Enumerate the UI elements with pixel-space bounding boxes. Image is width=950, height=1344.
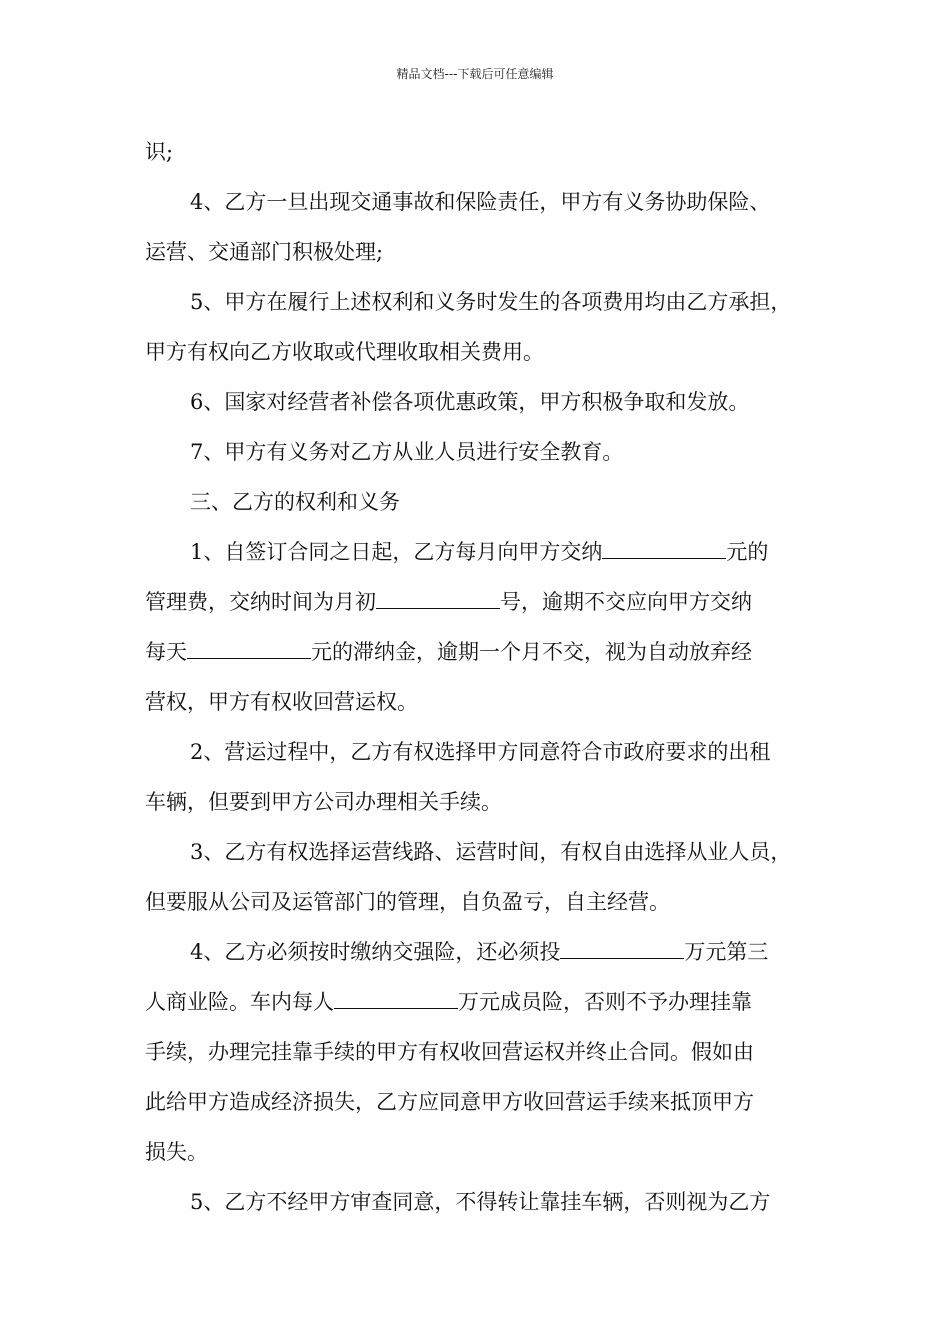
text-segment: 万元成员险，否则不予办理挂靠 <box>458 990 752 1014</box>
fill-in-blank <box>376 586 500 609</box>
text-line: 手续，办理完挂靠手续的甲方有权收回营运权并终止合同。假如由 <box>145 1040 754 1064</box>
page-header: 精品文档---下载后可任意编辑 <box>396 67 554 81</box>
document-body <box>145 127 817 1227</box>
text-line: 损失。 <box>145 1140 208 1164</box>
fill-in-blank <box>602 536 726 559</box>
text-segment: 每天 <box>145 640 187 664</box>
text-line: 此给甲方造成经济损失，乙方应同意甲方收回营运手续来抵顶甲方 <box>145 1090 754 1114</box>
text-line: 车辆，但要到甲方公司办理相关手续。 <box>145 790 502 814</box>
text-segment: 4、乙方必须按时缴纳交强险，还必须投 <box>190 940 561 964</box>
text-line: 6、国家对经营者补偿各项优惠政策，甲方积极争取和发放。 <box>190 390 750 414</box>
text-line <box>145 927 817 977</box>
text-line: 4、乙方一旦出现交通事故和保险责任，甲方有义务协助保险、 <box>190 190 771 214</box>
text-segment: 元的 <box>726 540 769 564</box>
text-line: 运营、交通部门积极处理; <box>145 240 384 264</box>
text-segment: 元的滞纳金，逾期一个月不交，视为自动放弃经 <box>311 640 752 664</box>
text-line <box>145 577 817 627</box>
fill-in-blank <box>187 636 311 659</box>
text-line: 2、营运过程中，乙方有权选择甲方同意符合市政府要求的出租 <box>190 740 771 764</box>
section-heading: 三、乙方的权利和义务 <box>190 490 400 514</box>
text-line: 3、乙方有权选择运营线路、运营时间，有权自由选择从业人员， <box>190 840 792 864</box>
text-segment: 管理费，交纳时间为月初 <box>145 590 376 614</box>
text-segment: 万元第三 <box>684 940 769 964</box>
text-line <box>145 977 817 1027</box>
fill-in-blank <box>334 986 458 1009</box>
text-line: 7、甲方有义务对乙方从业人员进行安全教育。 <box>190 440 624 464</box>
text-segment: 1、自签订合同之日起，乙方每月向甲方交纳 <box>190 540 603 564</box>
text-line: 营权，甲方有权收回营运权。 <box>145 690 418 714</box>
text-line: 5、甲方在履行上述权利和义务时发生的各项费用均由乙方承担， <box>190 290 792 314</box>
text-line: 甲方有权向乙方收取或代理收取相关费用。 <box>145 340 544 364</box>
text-line <box>145 527 817 577</box>
text-line: 5、乙方不经甲方审查同意，不得转让靠挂车辆，否则视为乙方 <box>190 1190 771 1214</box>
text-segment: 号，逾期不交应向甲方交纳 <box>500 590 752 614</box>
text-line <box>145 627 817 677</box>
text-segment: 人商业险。车内每人 <box>145 990 334 1014</box>
fill-in-blank <box>560 936 684 959</box>
text-line: 但要服从公司及运管部门的管理，自负盈亏，自主经营。 <box>145 890 670 914</box>
text-line: 识; <box>145 140 174 164</box>
